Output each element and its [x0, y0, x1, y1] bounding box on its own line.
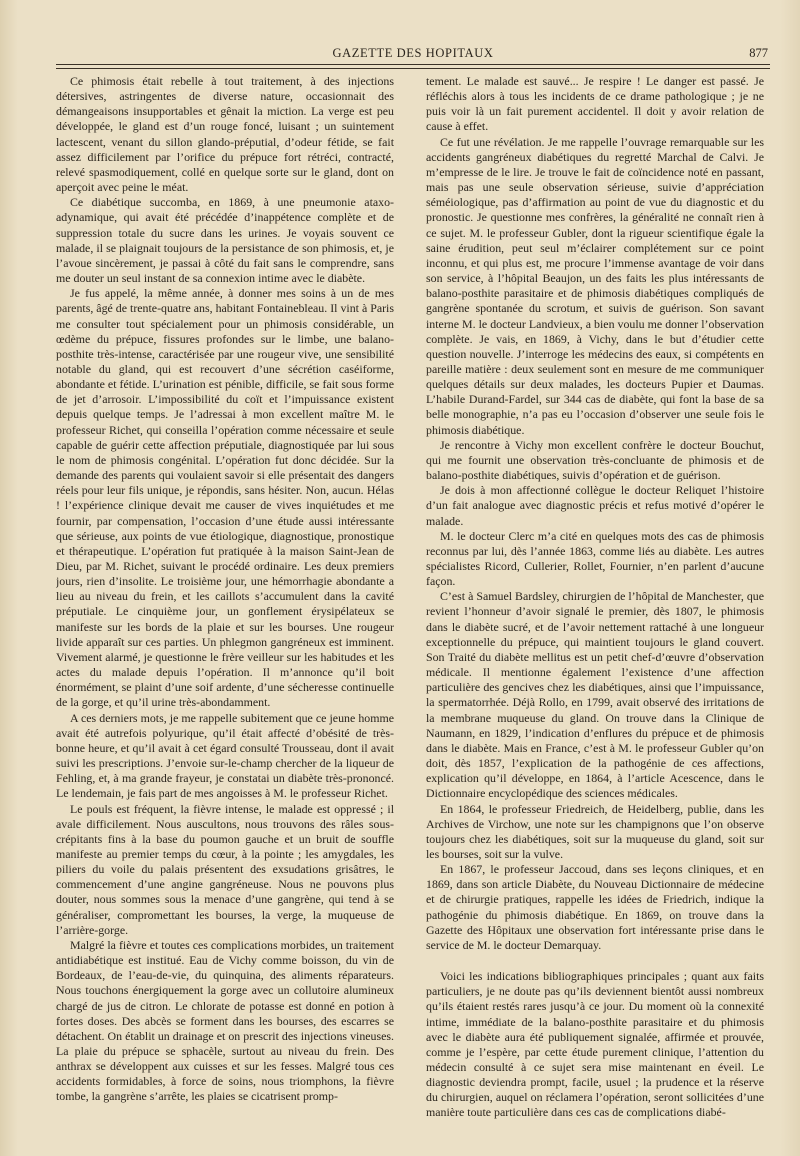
left-column [56, 74, 394, 1144]
paragraph: A ces derniers mots, je me rappelle subitement que ce jeune homme avait été autrefois polyurique, qu’il était affecté d’obésité de très-bonne heure, et qu’il avait à cet égard consulté Trousseau, dont il avait suivi les prescriptions. J’envoie sur-le-champ chercher de la liqueur de Fehling, et, à ma grande frayeur, je constatai un diabète très-prononcé. Le lendemain, je fais part de mes angoisses à M. le professeur Richet. [56, 710, 394, 801]
paragraph: Le pouls est fréquent, la fièvre intense, le malade est oppressé ; il avale difficilement. Nous auscultons, nous trouvons des râles sous-crépitants fins à la base du poumon gauche et un bruit de souffle manifeste au premier temps du cœur, à la pointe ; les amygdales, les piliers du voile du palais présentent des exsudations grisâtres, le commencement d’une angine gangréneuse. Nous ne pouvons plus douter, nous sommes sous la menace d’une gangrène, qui tend à se généraliser, compromettant les bourses, la verge, la muqueuse de l’arrière-gorge. [56, 801, 394, 937]
running-header [56, 44, 770, 64]
paragraph: Malgré la fièvre et toutes ces complications morbides, un traitement antidiabétique est institué. Eau de Vichy comme boisson, du vin de Bordeaux, de l’eau-de-vie, du quinquina, des aliments réparateurs. Nous touchons énergiquement la gorge avec un collutoire alumineux chargé de jus de citron. Le chlorate de potasse est donné en potion à fortes doses. Des abcès se forment dans les bourses, des escarres se détachent. On établit un drainage et on prescrit des injections vineuses. La plaie du prépuce se sphacèle, surtout au niveau du frein. Des anthrax se développent aux cuisses et sur les fesses. Malgré tous ces accidents formidables, à force de soins, nous triomphons, la fièvre tombe, la gangrène s’arrête, les plaies se cicatrisent promp- [56, 937, 394, 1104]
paragraph: Ce fut une révélation. Je me rappelle l’ouvrage remarquable sur les accidents gangréneux diabétiques du regretté Marchal de Calvi. Je m’empresse de le lire. Je trouve le fait de coïncidence noté en passant, mais pas une seule observation sérieuse, suivie d’appréciation séméiologique, pas d’affirmation au point de vue du diagnostic et du pronostic. Je questionne mes confrères, la généralité ne connaît rien à ce sujet. M. le professeur Gubler, dont la rigueur scientifique égale la saine érudition, peut seul m’éclairer complétement sur ce point inconnu, et qui plus est, me procure l’immense avantage de voir dans son service, à l’hôpital Beaujon, un des faits les plus intéressants de balano-posthite parasitaire et de phimosis diabétiques compliqués de gangrène spontanée du scrotum, et suivis de guérison. Son savant interne M. le docteur Landvieux, a bien voulu me donner l’observation complète. Je vais, en 1869, à Vichy, dans le but d’étudier cette question nouvelle. J’interroge les médecins des eaux, si compétents en pareille matière : deux seulement sont en mesure de me communiquer quelques détails sur deux malades, les docteurs Pupier et Daumas. L’habile Durand-Fardel, sur 344 cas de diabète, qui font la base de sa belle monographie, n’a pas eu l’occasion d’observer une seule fois le phimosis diabétique. [426, 134, 764, 437]
journal-title: GAZETTE DES HOPITAUX [332, 46, 494, 60]
paragraph: C’est à Samuel Bardsley, chirurgien de l’hôpital de Manchester, que revient l’honneur d’avoir signalé le premier, dès 1807, le phimosis dans le diabète sucré, et de l’avoir nettement rattaché à une longueur exceptionnelle du prépuce, qui maintient toujours le gland couvert. Son Traité du diabète mellitus est un petit chef-d’œuvre d’observation médicale. Il mentionne également l’existence d’une affection particulière des gencives chez les diabétiques, ainsi que l’impuissance, la spermatorrhée. Déjà Rollo, en 1799, avait observé des irritations de la membrane muqueuse du gland. On trouve dans la Clinique de Naumann, en 1829, l’indication d’enflures du prépuce et de phimosis dans le diabète. Mais en France, c’est à M. le professeur Gubler qu’on doit, dès 1857, l’explication de la pathogénie de ces affections, explication qu’il développe, en 1864, à l’article Acescence, dans le Dictionnaire encyclopédique des sciences médicales. [426, 589, 764, 801]
paragraph: Ce phimosis était rebelle à tout traitement, à des injections détersives, astringentes de diverse nature, occasionnait des démangeaisons insupportables et gênait la miction. La verge est peu développée, le gland est d’un rouge foncé, luisant ; un suintement lactescent, venant du sillon glando-préputial, d’odeur fétide, se fait assez difficilement par l’orifice du prépuce fort rétréci, contracté, relevé spasmodiquement, collé en quelque sorte sur le gland, dont on aperçoit avec peine le méat. [56, 74, 394, 195]
paragraph: Je rencontre à Vichy mon excellent confrère le docteur Bouchut, qui me fournit une observation très-concluante de phimosis et de balano-posthite diabétiques, suivis d’opération et de guérison. [426, 437, 764, 483]
paragraph: Voici les indications bibliographiques principales ; quant aux faits particuliers, je ne doute pas qu’ils deviennent bientôt aussi nombreux qu’ils étaient restés rares jusqu’à ce jour. Du moment où la connexité intime, immédiate de la balano-posthite parasitaire et du phimosis avec le diabète aura été publiquement signalée, affirmée et prouvée, comme je l’espère, par cette étude purement clinique, l’attention du médecin consulté à ce sujet sera mise maintenant en éveil. Le diagnostic deviendra prompt, facile, usuel ; la prudence et la réserve du chirurgien, auquel on réclamera l’opération, seront sollicitées d’une manière toute particulière dans ces cas de complications diabé- [426, 969, 764, 1120]
paragraph: Je fus appelé, la même année, à donner mes soins à un de mes parents, âgé de trente-quatre ans, habitant Fontainebleau. Il vint à Paris me consulter tout spécialement pour un phimosis considérable, un œdème du prépuce, fissures profondes sur le limbe, une balano-posthite très-intense, caractérisée par une rougeur vive, une sensibilité notable du gland, qui est recouvert d’une sécrétion caséiforme, abondante et fétide. L’urination est pénible, difficile, se fait sous forme de jet d’arrosoir. L’impossibilité du coït et l’impuissance existent depuis quelque temps. Je l’adressai à mon excellent maître M. le professeur Richet, qui conseilla l’opération comme nécessaire et seule capable de guérir cette affection préputiale, diagnostiquée par lui sous le nom de phimosis congénital. L’opération fut donc décidée. Sur la demande des parents qui voulaient savoir si elle présentait des dangers réels pour leur fils unique, je répondis, sans hésiter. Non, aucun. Hélas ! l’expérience clinique devait me causer de vives inquiétudes et me fournir, par compensation, l’occasion d’une étude aussi intéressante que sérieuse, aux points de vue étiologique, diagnostique, pronostique et thérapeutique. L’opération fut pratiquée à la maison Saint-Jean de Dieu, par M. Richet, suivant le procédé ordinaire. Les deux premiers jours, rien d’insolite. Le troisième jour, une hémorrhagie abondante a lieu au niveau du frein, et les caillots s’accumulent dans la cavité préputiale. Le cinquième jour, un gonflement érysipélateux se manifeste sur les bords de la plaie et sur les bourses. Une rougeur livide apparaît sur ces parties. Un phlegmon gangréneux est imminent. Vivement alarmé, je questionne le frère veilleur sur les habitudes et les actes du malade depuis l’opération. Il m’annonce qu’il boit énormément, se plaint d’une soif ardente, d’une sécheresse continuelle de la gorge, et qu’il urine très-abondamment. [56, 286, 394, 710]
header-rule-thin [56, 68, 770, 69]
paragraph: tement. Le malade est sauvé... Je respire ! Le danger est passé. Je réfléchis alors à tous les incidents de ce drame pathologique ; je ne puis voir là un fait purement accidentel. Il doit y avoir relation de cause à effet. [426, 74, 764, 134]
paragraph: Je dois à mon affectionné collègue le docteur Reliquet l’histoire d’un fait analogue avec diagnostic précis et refus motivé d’opérer le malade. [426, 483, 764, 528]
paragraph: En 1867, le professeur Jaccoud, dans ses leçons cliniques, et en 1869, dans son article Diabète, du Nouveau Dictionnaire de médecine et de chirurgie pratiques, rappelle les idées de Friedrich, indique la pathogénie du phimosis diabétique. En 1869, on trouve dans la Gazette des Hôpitaux une observation fort intéressante prise dans le service de M. le docteur Demarquay. [426, 862, 764, 952]
paragraph: En 1864, le professeur Friedreich, de Heidelberg, publie, dans les Archives de Virchow, une note sur les champignons que l’on observe toujours chez les diabétiques, soit sur la muqueuse du gland, soit sur les bourses, soit sur la vulve. [426, 801, 764, 861]
paragraph: Ce diabétique succomba, en 1869, à une pneumonie ataxo-adynamique, qui avait été précédée d’inappétence complète et de suppression totale du sucre dans les urines. Je voyais souvent ce malade, il se plaignait toujours de la persistance de son phimosis, et, je l’avoue sincèrement, je passai à côté du fait sans le comprendre, sans me douter un seul instant de sa connexion intime avec le diabète. [56, 195, 394, 286]
header-rule-thick [56, 64, 770, 65]
page-number: 877 [749, 46, 768, 60]
paragraph: M. le docteur Clerc m’a cité en quelques mots des cas de phimosis reconnus par lui, dès l’année 1863, comme liés au diabète. Les autres spécialistes Ricord, Cullerier, Rollet, Fournier, n’en parlent d’aucune façon. [426, 528, 764, 589]
right-column [426, 74, 764, 1144]
